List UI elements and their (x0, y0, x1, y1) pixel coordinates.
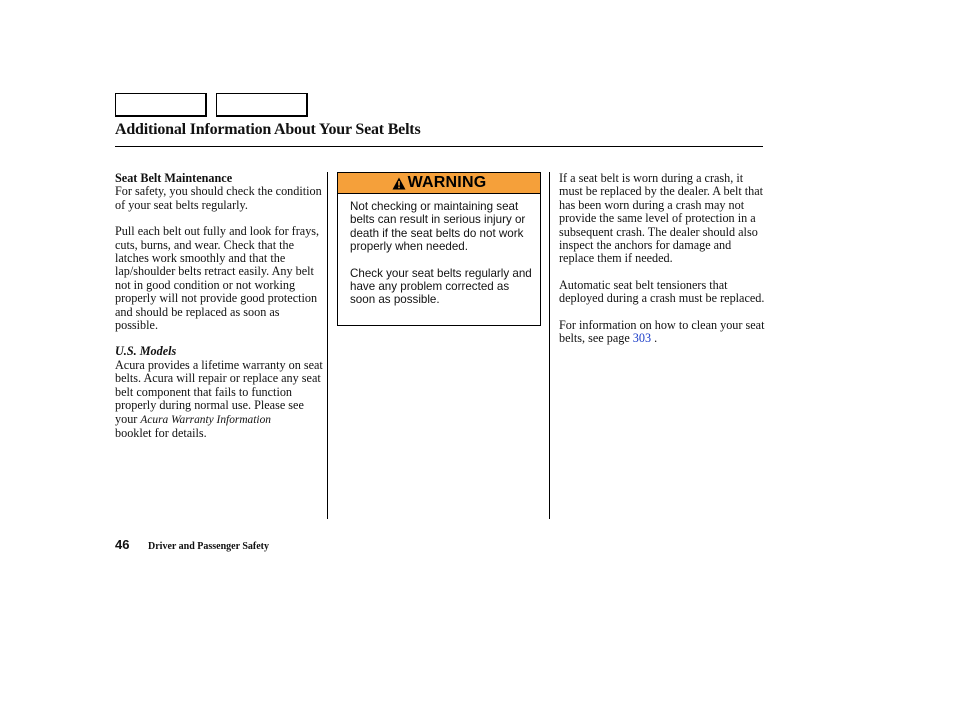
column-divider-right (549, 172, 550, 519)
warning-paragraph-2: Check your seat belts regularly and have any problem corrected as soon as possible. (350, 266, 532, 307)
column-divider-left (327, 172, 328, 519)
page-number: 46 (115, 537, 130, 552)
maintenance-paragraph-1: For safety, you should check the condition of your seat belts regularly. (115, 184, 322, 212)
maintenance-paragraph-2: Pull each belt out fully and look for frays, cuts, burns, and wear. Check that the latches work smoothly and that the lap/shoulder belts retract easily. Any belt not in good condition or not working properly will not provide good protection and should be replaced as soon as possible. (115, 224, 320, 333)
cleaning-text-end: . (654, 331, 658, 346)
tensioner-paragraph: Automatic seat belt tensioners that deployed during a crash must be replaced. (559, 277, 765, 306)
warning-paragraph-1: Not checking or maintaining seat belts can result in serious injury or death if the seat belts do not work properly when needed. (350, 200, 526, 254)
warning-triangle-icon (392, 177, 406, 190)
right-column (559, 172, 769, 345)
cleaning-paragraph (559, 319, 769, 346)
warning-body (338, 194, 540, 307)
section-footer: Driver and Passenger Safety (148, 541, 270, 552)
title-divider (115, 146, 763, 147)
warranty-text-a: Acura provides a lifetime warranty on seat belts. Acura will repair or replace any seat belt component that fails to function properly during normal use. Please see your (115, 357, 323, 426)
replacement-paragraph: If a seat belt is worn during a crash, it must be replaced by the dealer. A belt that has been worn during a crash may not provide the same level of protection in a subsequent crash. The dealer should also inspect the anchors for damage and replace them if needed. (559, 171, 764, 266)
page-title: Additional Information About Your Seat Belts (115, 121, 421, 138)
warranty-booklet-title: Acura Warranty Information (140, 413, 271, 426)
nav-button-previous[interactable] (115, 93, 207, 117)
nav-button-next[interactable] (216, 93, 308, 117)
warranty-paragraph (115, 359, 325, 440)
page-reference-link[interactable]: 303 (632, 331, 652, 346)
warning-box (337, 172, 541, 326)
cleaning-text: For information on how to clean your seat belts, see page (559, 317, 765, 346)
left-column (115, 172, 325, 440)
maintenance-heading: Seat Belt Maintenance (115, 171, 233, 185)
warning-header (338, 173, 540, 194)
warning-label: WARNING (407, 174, 487, 191)
warranty-text-b: booklet for details. (115, 425, 207, 440)
us-models-heading: U.S. Models (115, 344, 177, 359)
